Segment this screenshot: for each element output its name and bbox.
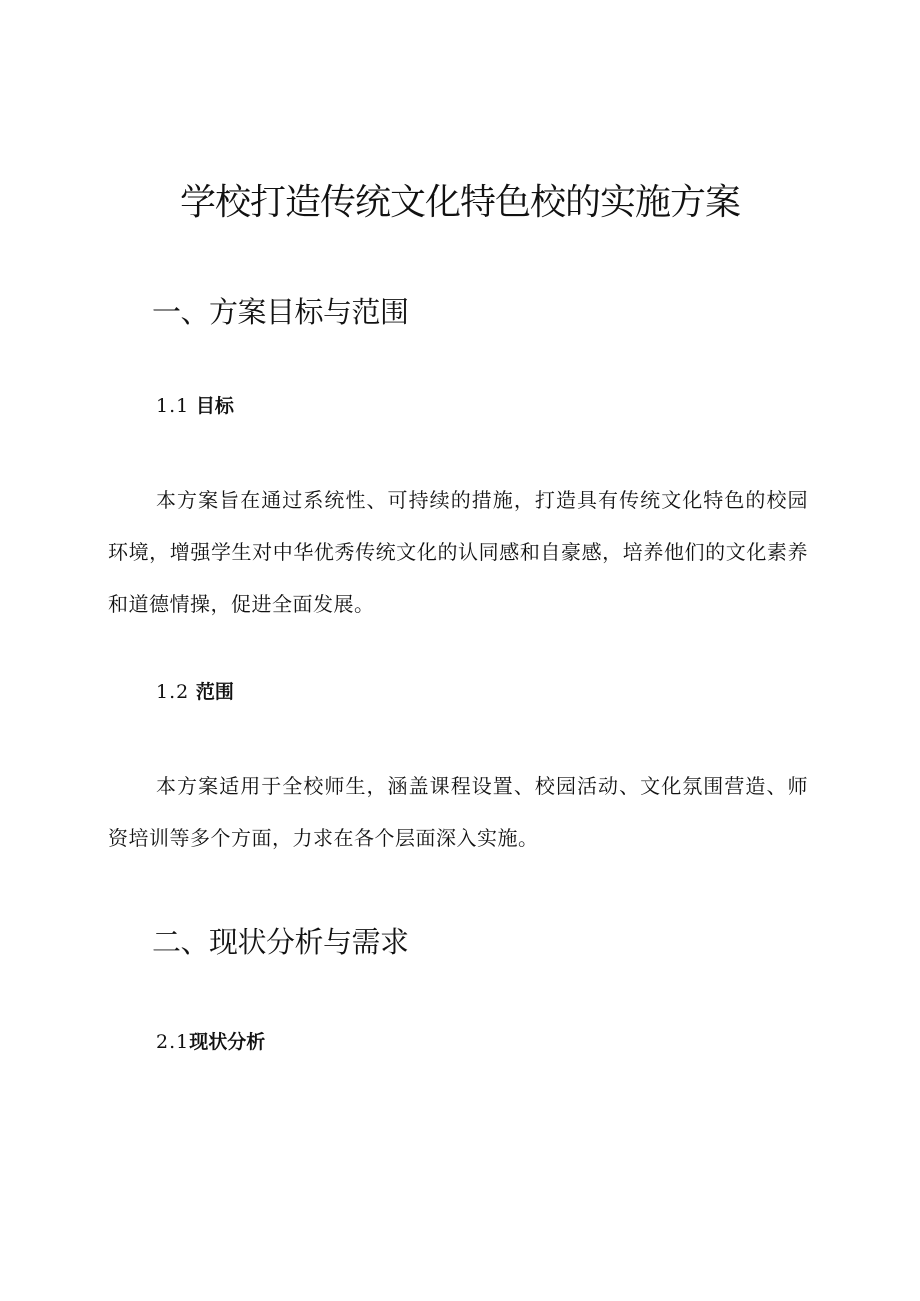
subsection-heading-2-1 [156, 1028, 265, 1056]
section-heading-1: 一、方案目标与范围 [152, 295, 409, 329]
paragraph-scope: 本方案适用于全校师生，涵盖课程设置、校园活动、文化氛围营造、师资培训等多个方面，力求在各个层面深入实施。 [108, 774, 808, 850]
subsection-number: 1.2 [156, 681, 190, 703]
subsection-heading-1-2 [156, 678, 234, 706]
subsection-title: 目标 [195, 395, 234, 417]
subsection-heading-1-1 [156, 392, 234, 420]
subsection-title: 范围 [195, 681, 234, 703]
subsection-number: 2.1 [156, 1031, 190, 1053]
paragraph-goal: 本方案旨在通过系统性、可持续的措施，打造具有传统文化特色的校园环境，增强学生对中华优秀传统文化的认同感和自豪感，培养他们的文化素养和道德情操，促进全面发展。 [108, 488, 808, 616]
subsection-title: 现状分析 [189, 1031, 266, 1053]
document-title: 学校打造传统文化特色校的实施方案 [179, 182, 740, 223]
subsection-number: 1.1 [156, 395, 190, 417]
section-heading-2: 二、现状分析与需求 [152, 925, 409, 959]
